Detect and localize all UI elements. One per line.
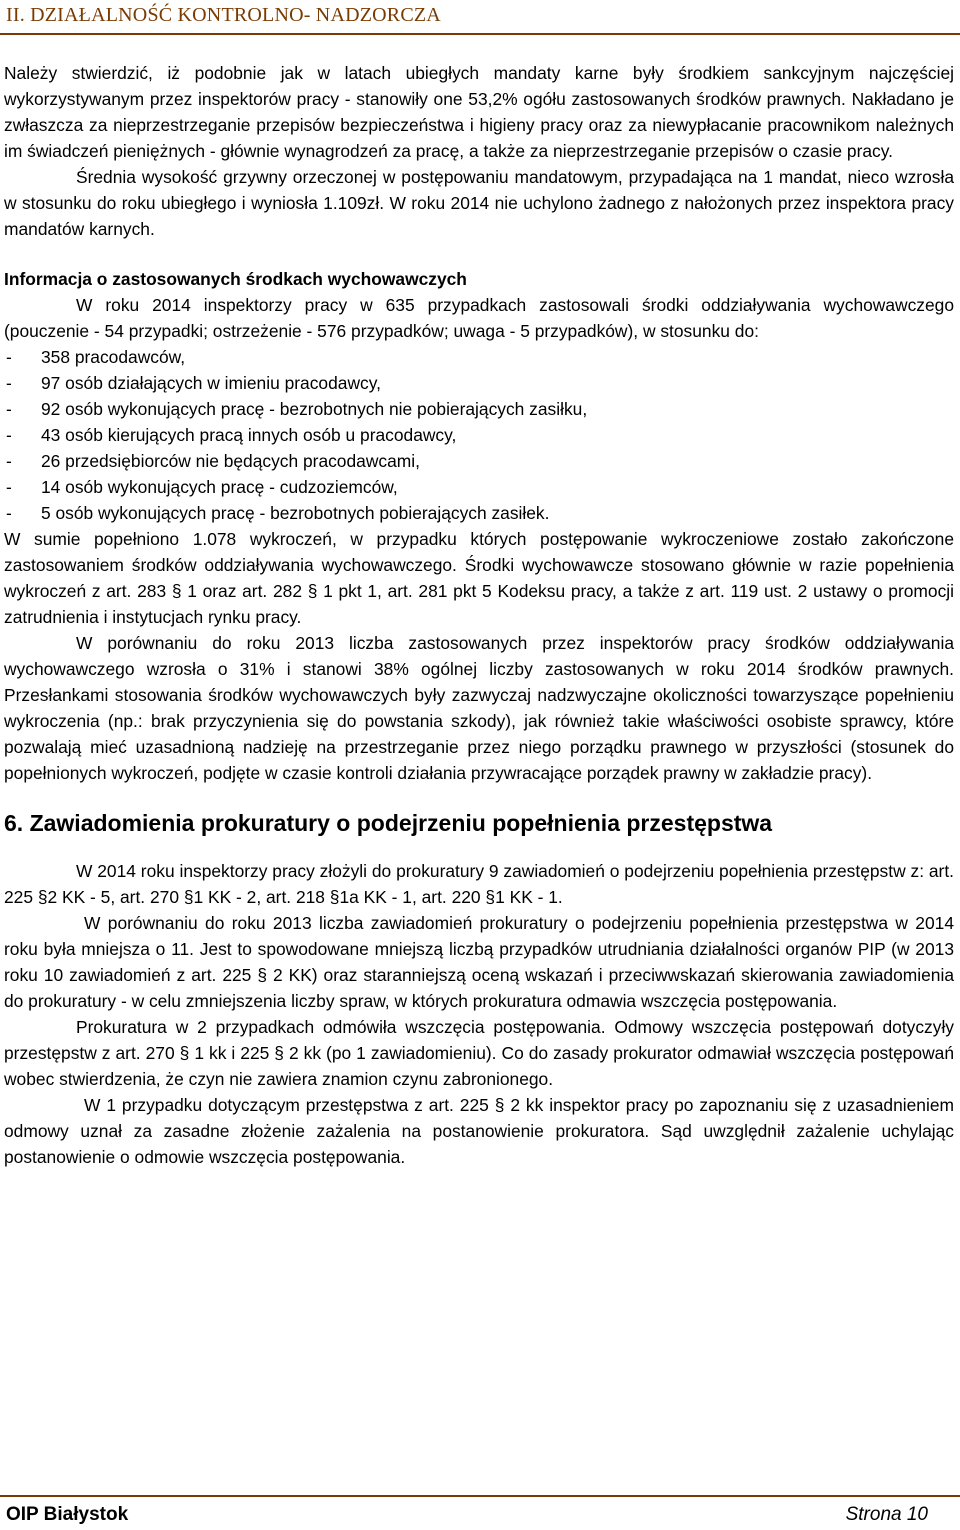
paragraph-notifications: W 2014 roku inspektorzy pracy złożyli do prokuratury 9 zawiadomień o podejrzeniu popełnienia przestępstw z: art. 225 §2 KK - 5, art. 270 §1 KK - 2, art. 218 §1a KK - 1, art. 220 §1 KK - 1. xyxy=(4,861,954,907)
chapter-title: II. DZIAŁALNOŚĆ KONTROLNO- NADZORCZA xyxy=(6,4,441,26)
list-item: - 5 osób wykonujących pracę - bezrobotnych pobierających zasiłek. xyxy=(4,500,954,526)
section-title: 6. Zawiadomienia prokuratury o podejrzeniu popełnienia przestępstwa xyxy=(4,810,773,836)
paragraph-complaint: W 1 przypadku dotyczącym przestępstwa z art. 225 § 2 kk inspektor pracy po zapoznaniu się z uzasadnieniem odmowy uznał za zasadne złożenie zażalenia na postanowienie prokuratora. Sąd uwzględnił zażalenie uchylając postanowienie o odmowie wszczęcia postępowania. xyxy=(4,1095,954,1167)
paragraph-comparison-2013: W porównaniu do roku 2013 liczba zastosowanych przez inspektorów pracy środków oddziaływania wychowawczego wzrosła o 31% i stanowi 38% ogólnej liczby zastosowanych w roku 2014 środków prawnych. Przesłankami stosowania środków wychowawczych były zazwyczaj nadzwyczajne okoliczności towarzyszące popełnieniu wykroczenia (np.: brak przyczynienia się do powstania szkody), jak również takie właściwości osobiste sprawcy, które pozwalają mieć uzasadnioną nadzieję na przestrzeganie przez niego porządku prawnego w przyszłości (stosunek do popełnionych wykroczeń, podjęte w czasie kontroli działania przywracające porządek prawny w zakładzie pracy). xyxy=(4,633,954,783)
paragraph-total-offences: W sumie popełniono 1.078 wykroczeń, w przypadku których postępowanie wykroczeniowe zostało zakończone zastosowaniem środków oddziaływania wychowawczego. Środki wychowawcze stosowano głównie w razie popełnienia wykroczeń z art. 283 § 1 oraz art. 282 § 1 pkt 1, art. 281 pkt 5 Kodeksu pracy, a także z art. 119 ust. 2 ustawy o promocji zatrudnienia i instytucjach rynku pracy. xyxy=(4,529,954,627)
document-body xyxy=(4,60,954,1170)
spacer xyxy=(4,242,954,254)
page-footer xyxy=(0,1495,960,1530)
subheading-educational-measures: Informacja o zastosowanych środkach wychowawczych xyxy=(4,269,467,289)
list-item: - 97 osób działających w imieniu pracodawcy, xyxy=(4,370,954,396)
paragraph-average-fine: Średnia wysokość grzywny orzeczonej w postępowaniu mandatowym, przypadająca na 1 mandat, nieco wzrosła w stosunku do roku ubiegłego i wyniosła 1.109zł. W roku 2014 nie uchylono żadnego z nałożonych przez inspektora pracy mandatów karnych. xyxy=(4,167,954,239)
recipients-list xyxy=(4,344,954,526)
paragraph-educational-measures: W roku 2014 inspektorzy pracy w 635 przypadkach zastosowali środki oddziaływania wychowawczego (pouczenie - 54 przypadki; ostrzeżenie - 576 przypadków; uwaga - 5 przypadków), w stosunku do: xyxy=(4,295,954,341)
list-item: - 26 przedsiębiorców nie będących pracodawcami, xyxy=(4,448,954,474)
page-number: Strona 10 xyxy=(845,1504,928,1525)
page-header xyxy=(0,0,960,36)
paragraph-refusals: Prokuratura w 2 przypadkach odmówiła wszczęcia postępowania. Odmowy wszczęcia postępowań dotyczyły przestępstw z art. 270 § 1 kk i 225 § 2 kk (po 1 zawiadomieniu). Co do zasady prokurator odmawiał wszczęcia postępowań wobec stwierdzenia, że czyn nie zawiera znamion czynu zabronionego. xyxy=(4,1017,954,1089)
list-item: - 43 osób kierujących pracą innych osób u pracodawcy, xyxy=(4,422,954,448)
header-divider xyxy=(0,33,960,35)
footer-office-name: OIP Białystok xyxy=(6,1504,129,1525)
footer-divider xyxy=(0,1495,960,1497)
paragraph-notifications-comparison: W porównaniu do roku 2013 liczba zawiadomień prokuratury o podejrzeniu popełnienia przestępstwa w 2014 roku była mniejsza o 11. Jest to spowodowane mniejszą liczbą przypadków utrudniania działalności organów PIP (w 2013 roku 10 zawiadomień z art. 225 § 2 KK) oraz staranniejszą oceną wskazań i przeciwwskazań skierowania zawiadomienia do prokuratury - w celu zmniejszenia liczby spraw, w których prokuratura odmawia wszczęcia postępowania. xyxy=(4,913,954,1011)
paragraph-mandates: Należy stwierdzić, iż podobnie jak w latach ubiegłych mandaty karne były środkiem sankcyjnym najczęściej wykorzystywanym przez inspektorów pracy - stanowiły one 53,2% ogółu zastosowanych środków prawnych. Nakładano je zwłaszcza za nieprzestrzeganie przepisów bezpieczeństwa i higieny pracy oraz za niewypłacanie pracownikom należnych im świadczeń pieniężnych - głównie wynagrodzeń za pracę, a także za nieprzestrzeganie przepisów o czasie pracy. xyxy=(4,63,954,161)
list-item: - 92 osób wykonujących pracę - bezrobotnych nie pobierających zasiłku, xyxy=(4,396,954,422)
list-item: - 358 pracodawców, xyxy=(4,344,954,370)
list-item: - 14 osób wykonujących pracę - cudzoziemców, xyxy=(4,474,954,500)
